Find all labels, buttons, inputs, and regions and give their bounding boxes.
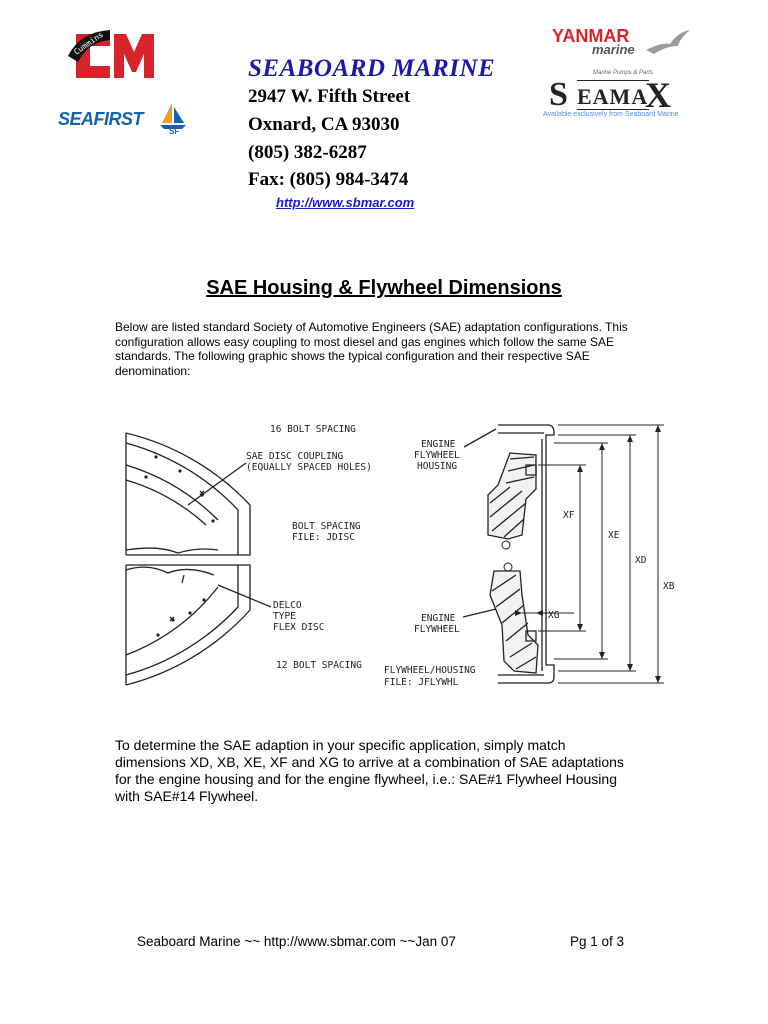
company-name: SEABOARD MARINE (248, 55, 496, 82)
label-xd: XD (635, 555, 647, 566)
seamax-top: Marine Pumps & Parts (593, 70, 654, 76)
seamax-tagline: Available exclusively from Seaboard Marine (543, 111, 679, 118)
label-12-bolt: 12 BOLT SPACING (276, 660, 362, 671)
label-disc-1: SAE DISC COUPLING (246, 451, 344, 462)
address-city: Oxnard, CA 93030 (248, 114, 400, 135)
body-paragraph: To determine the SAE adaption in your specific application, simply match dimensions XD, XB, XE, XF and XG to arrive at a combination of SAE adaptations for the engine housing and for the engine flywheel, i.e.: SAE#1 Flywheel Housing with SAE#14 Flywheel. (115, 737, 624, 804)
seamax-mid: EAMA (577, 84, 649, 109)
page-number: Pg 1 of 3 (570, 934, 625, 949)
yanmar-wordmark: YANMAR (552, 26, 630, 46)
address-street: 2947 W. Fifth Street (248, 86, 411, 107)
intro-paragraph: Below are listed standard Society of Automotive Engineers (SAE) adaptation configurations. This configuration allows easy coupling to most diesel and gas engines which follow the same SAE standards. The following graphic shows the typical configuration and their respective SAE denomination: (115, 320, 628, 378)
label-16-bolt: 16 BOLT SPACING (270, 424, 356, 435)
label-file2-b: FILE: JFLYWHL (384, 677, 459, 688)
seafirst-mark: SF (169, 127, 180, 136)
disc-coupling-drawing (126, 433, 250, 685)
page-title: SAE Housing & Flywheel Dimensions (206, 277, 562, 299)
bird-icon (644, 24, 692, 58)
seamax-s: S (549, 76, 568, 113)
label-housing-2: FLYWHEEL (414, 450, 460, 461)
footer-text: Seaboard Marine ~~ http://www.sbmar.com ~~Jan 07 (137, 934, 456, 949)
seafirst-logo (58, 107, 188, 136)
label-file1-b: FILE: JDISC (292, 532, 355, 543)
fax-number: Fax: (805) 984-3474 (248, 169, 409, 190)
label-flywheel-1: ENGINE (421, 613, 456, 624)
yanmar-sub: marine (592, 42, 635, 57)
label-xf: XF (563, 510, 575, 521)
seafirst-wordmark: SEAFIRST (58, 109, 144, 129)
label-disc-2: (EQUALLY SPACED HOLES) (246, 462, 372, 473)
label-file2-a: FLYWHEEL/HOUSING (384, 665, 476, 676)
flywheel-housing-drawing (488, 425, 664, 683)
label-delco-2: TYPE (273, 611, 296, 622)
label-delco-3: FLEX DISC (273, 622, 325, 633)
label-housing-3: HOUSING (417, 461, 458, 472)
label-xg: XG (548, 610, 560, 621)
label-file1-a: BOLT SPACING (292, 521, 361, 532)
label-delco-1: DELCO (273, 600, 302, 611)
website-link[interactable]: http://www.sbmar.com (276, 195, 415, 210)
label-housing-1: ENGINE (421, 439, 456, 450)
label-flywheel-2: FLYWHEEL (414, 624, 460, 635)
seamax-x: X (645, 75, 671, 115)
cm-ribbon-text: Cummins (72, 30, 106, 57)
sae-diagram (118, 395, 678, 705)
label-xe: XE (608, 530, 620, 541)
cm-logo (66, 26, 156, 86)
label-xb: XB (663, 581, 675, 592)
yanmar-logo (552, 22, 692, 64)
phone-number: (805) 382-6287 (248, 142, 367, 163)
